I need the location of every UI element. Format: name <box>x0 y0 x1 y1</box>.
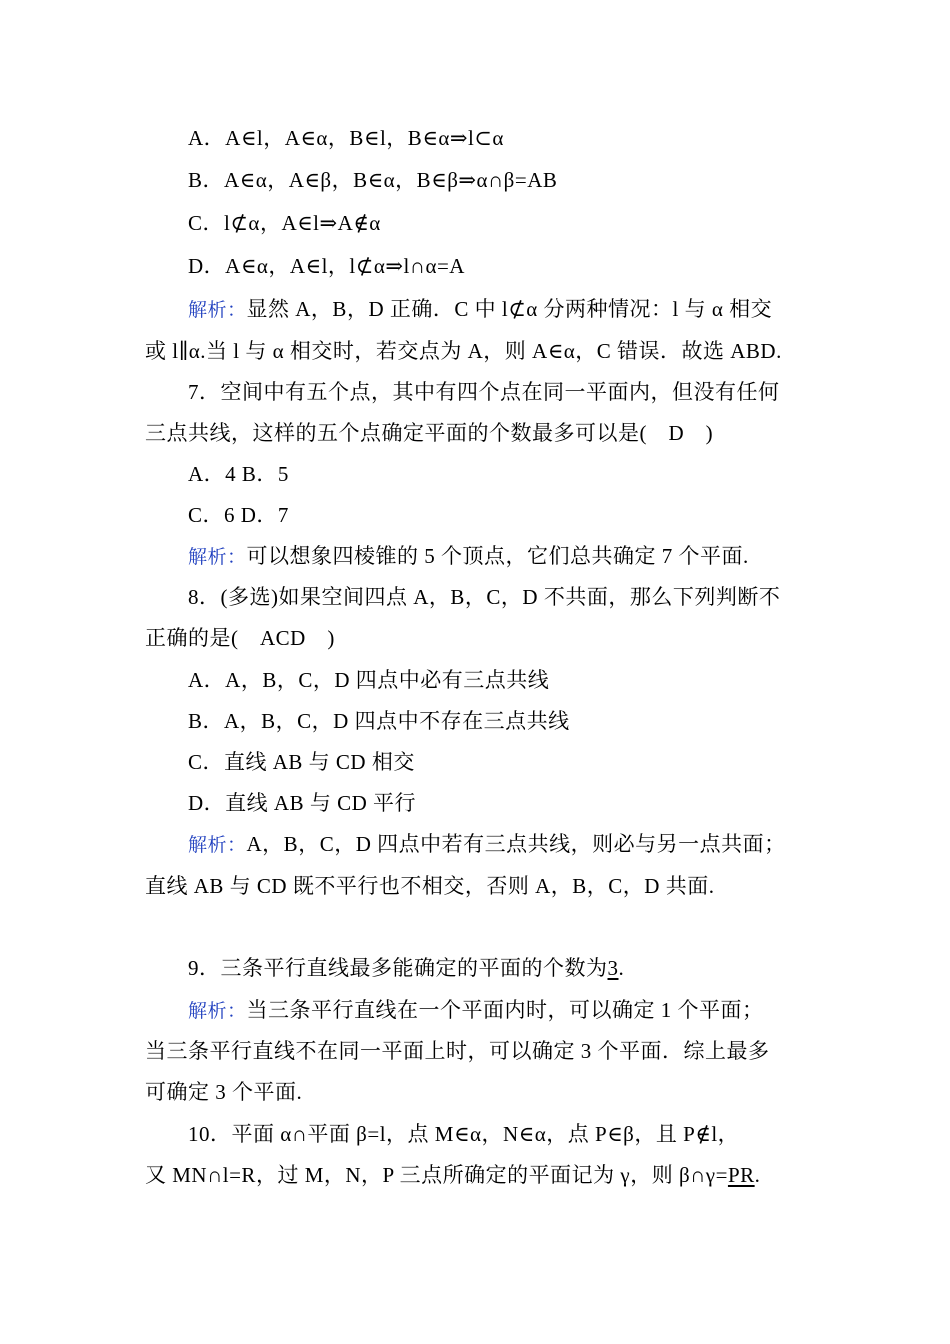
q6-analysis-line1 <box>188 295 772 324</box>
q6-analysis-text1: 显然 A，B，D 正确．C 中 l⊄α 分两种情况：l 与 α 相交 <box>246 297 773 321</box>
q9-analysis-line3: 可确定 3 个平面. <box>145 1080 303 1104</box>
q8-analysis-text1: A，B，C，D 四点中若有三点共线，则必与另一点共面； <box>246 832 786 856</box>
q9-stem-end: . <box>618 956 625 980</box>
q7-stem-line1: 7．空间中有五个点，其中有四个点在同一平面内，但没有任何 <box>188 380 780 404</box>
q9-stem-text: 9．三条平行直线最多能确定的平面的个数为 <box>188 956 608 980</box>
q8-option-d: D．直线 AB 与 CD 平行 <box>188 791 417 815</box>
q10-answer: PR <box>727 1163 755 1187</box>
q8-analysis-line1 <box>188 830 786 859</box>
q7-analysis-text: 可以想象四棱锥的 5 个顶点，它们总共确定 7 个平面. <box>246 544 749 568</box>
q10-stem-text2: 又 MN∩l=R，过 M，N，P 三点所确定的平面记为 γ，则 β∩γ= <box>145 1163 728 1187</box>
q7-options-line1: A．4 B．5 <box>188 462 289 486</box>
q8-stem-line1: 8．(多选)如果空间四点 A，B，C，D 不共面，那么下列判断不 <box>188 585 781 609</box>
q6-option-a: A．A∈l，A∈α，B∈l，B∈α⇒l⊂α <box>188 126 504 150</box>
q9-stem <box>188 954 624 982</box>
analysis-label: 解析： <box>188 299 247 321</box>
q9-analysis-text1: 当三条平行直线在一个平面内时，可以确定 1 个平面； <box>246 998 764 1022</box>
q10-stem-line2 <box>145 1161 760 1189</box>
q8-option-a: A．A，B，C，D 四点中必有三点共线 <box>188 668 550 692</box>
q6-option-b: B．A∈α，A∈β，B∈α，B∈β⇒α∩β=AB <box>188 168 558 192</box>
q7-stem-line2: 三点共线，这样的五个点确定平面的个数最多可以是( D ) <box>145 421 714 445</box>
q7-analysis <box>188 542 749 571</box>
q6-option-c: C．l⊄α，A∈l⇒A∉α <box>188 211 381 235</box>
analysis-label: 解析： <box>188 1000 247 1022</box>
q9-answer: 3 <box>607 956 619 980</box>
q8-option-c: C．直线 AB 与 CD 相交 <box>188 750 415 774</box>
analysis-label: 解析： <box>188 834 247 856</box>
q9-analysis-line2: 当三条平行直线不在同一平面上时，可以确定 3 个平面．综上最多 <box>145 1039 770 1063</box>
q7-options-line2: C．6 D．7 <box>188 503 289 527</box>
q8-stem-line2: 正确的是( ACD ) <box>145 626 335 650</box>
q10-stem-line1: 10．平面 α∩平面 β=l，点 M∈α，N∈α，点 P∈β，且 P∉l， <box>188 1122 740 1146</box>
q6-option-d: D．A∈α，A∈l，l⊄α⇒l∩α=A <box>188 254 465 278</box>
q8-option-b: B．A，B，C，D 四点中不存在三点共线 <box>188 709 570 733</box>
q9-analysis-line1 <box>188 996 764 1025</box>
q10-end: . <box>754 1163 761 1187</box>
q6-analysis-line2: 或 l∥α.当 l 与 α 相交时，若交点为 A，则 A∈α，C 错误．故选 ABD. <box>145 339 782 363</box>
analysis-label: 解析： <box>188 546 247 568</box>
q8-analysis-line2: 直线 AB 与 CD 既不平行也不相交，否则 A，B，C，D 共面. <box>145 874 715 898</box>
